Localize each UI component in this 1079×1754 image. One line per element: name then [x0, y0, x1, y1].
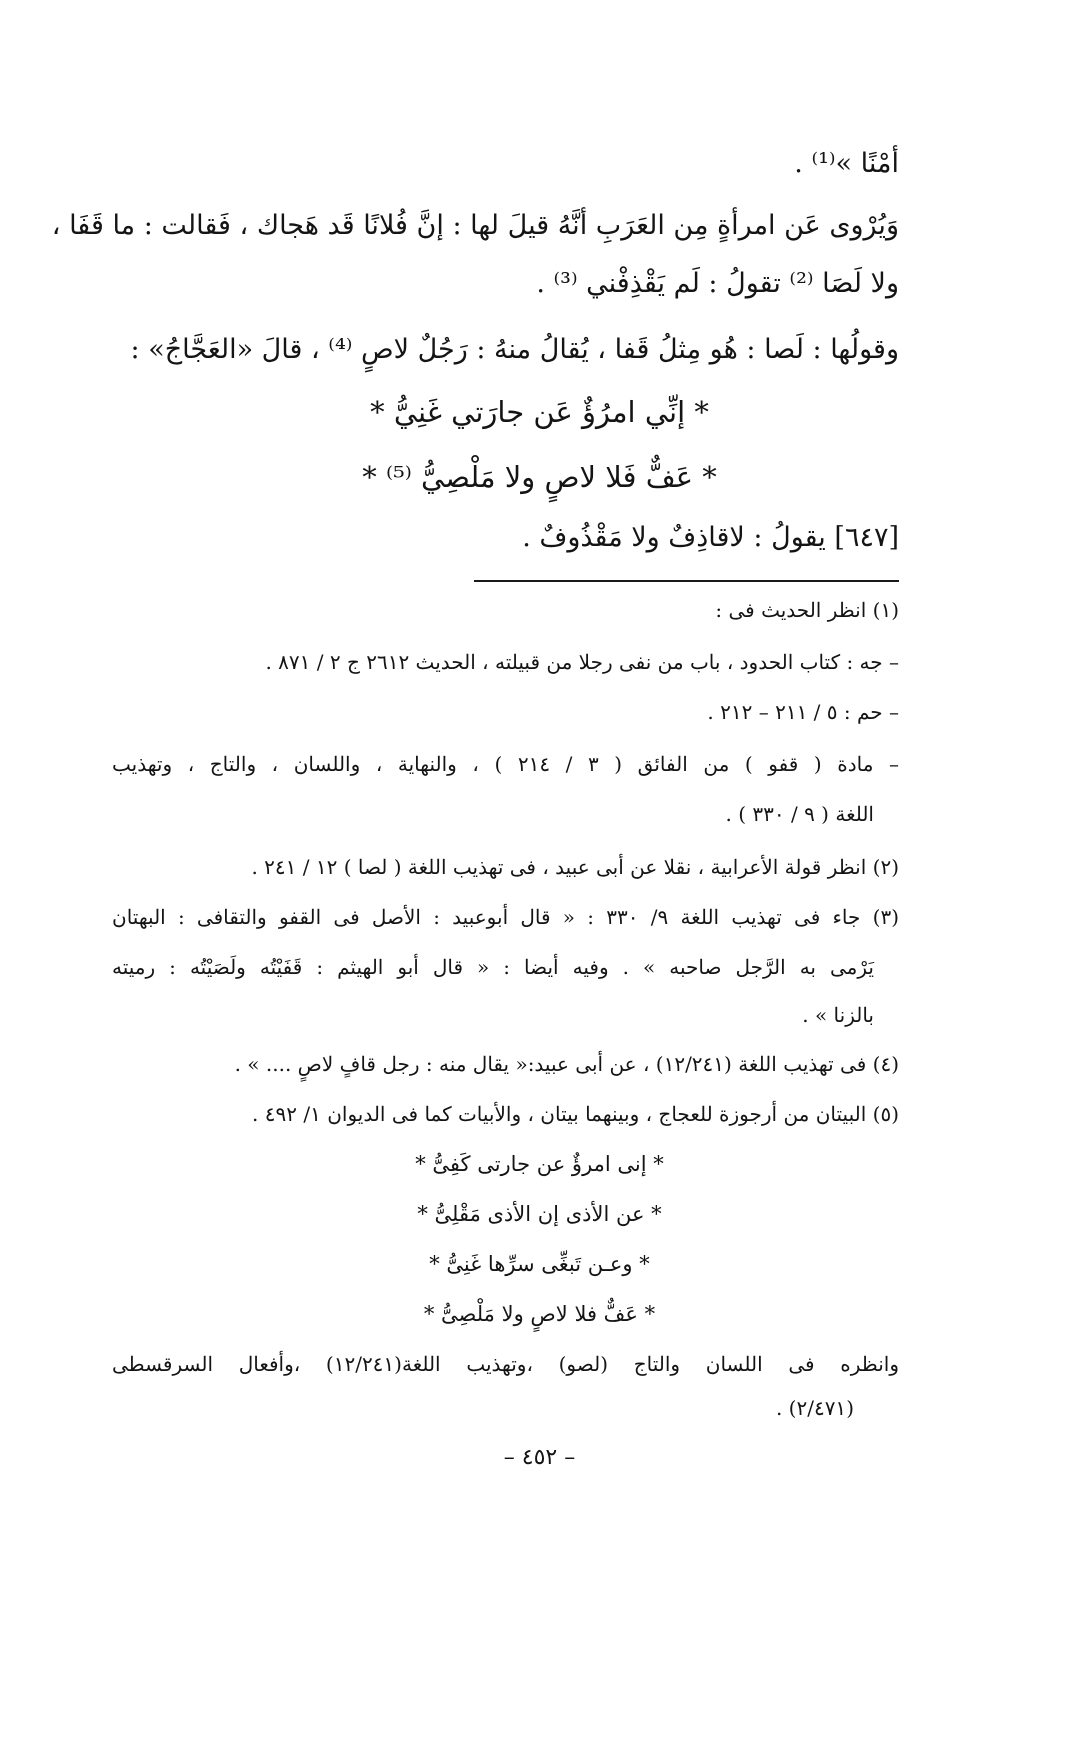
footnote-separator: [474, 580, 899, 582]
poetry-verse-1: * إنِّي امرُؤٌ عَن جارَتي غَنِيُّ *: [370, 395, 709, 429]
footnote-5: (٥) البيتان من أرجوزة للعجاج ، وبينهما بيتان ، والأبيات كما فى الديوان ١/ ٤٩٢ .: [252, 1102, 899, 1126]
poetry-verse-2: * عَفٌّ فَلا لاصٍ ولا مَلْصِيُّ ⁽⁵⁾ *: [362, 460, 717, 494]
page-number: – ٤٥٢ –: [503, 1445, 576, 1470]
main-text-line-5: [٦٤٧] يقولُ : لاقاذِفٌ ولا مَقْذُوفٌ .: [522, 522, 899, 553]
footnote-3-line-2: يَرْمى به الرَّجل صاحبه » . وفيه أيضا : « قال أبو الهيثم : قَفَيْتُه ولَصَيْتُه : رميته: [112, 955, 874, 979]
footnote-3-line-1: (٣) جاء فى تهذيب اللغة ٩/ ٣٣٠ : « قال أبوعبيد : الأصل فى القفو والتقافى : البهتان: [112, 905, 899, 929]
footnote-1-item-a: – جه : كتاب الحدود ، باب من نفى رجلا من قبيلته ، الحديث ٢٦١٢ ج ٢ / ٨٧١ .: [265, 650, 899, 674]
footnote-1-heading: (١) انظر الحديث فى :: [715, 598, 899, 622]
footnote-5-tail-line-2: (٢/٤٧١) .: [775, 1396, 854, 1420]
footnote-2: (٢) انظر قولة الأعرابية ، نقلا عن أبى عبيد ، فى تهذيب اللغة ( لصا ) ١٢ / ٢٤١ .: [251, 855, 899, 879]
footnote-1-item-b: – حم : ٥ / ٢١١ – ٢١٢ .: [707, 700, 899, 724]
footnote-5-tail-line-1: وانظره فى اللسان والتاج (لصو) ،وتهذيب اللغة(١٢/٢٤١) ،وأفعال السرقسطى: [112, 1352, 899, 1376]
footnote-verse-3: * وعـن تَبغِّى سرِّها غَنِىُّ *: [429, 1252, 650, 1276]
main-text-line-1: أمْنًا »⁽¹⁾ .: [794, 148, 899, 179]
footnote-4: (٤) فى تهذيب اللغة (١٢/٢٤١) ، عن أبى عبيد:« يقال منه : رجل قافٍ لاصٍ .... » .: [234, 1052, 899, 1076]
footnote-1-item-c: – مادة ( قفو ) من الفائق ( ٣ / ٢١٤ ) ، والنهاية ، واللسان ، والتاج ، وتهذيب: [112, 752, 900, 776]
main-text-line-4: وقولُها : لَصا : هُو مِثلُ قَفا ، يُقالُ منهُ : رَجُلٌ لاصٍ ⁽⁴⁾ ، قالَ «العَجَّاجُ» :: [130, 334, 899, 365]
main-text-line-2: وَيُرْوى عَن امرأةٍ مِن العَرَبِ أنَّهُ قيلَ لها : إنَّ فُلانًا قَد هَجاك ، فَقالت : ما قَفَا ،: [51, 210, 899, 241]
footnote-verse-4: * عَفٌّ فلا لاصٍ ولا مَلْصِىُّ *: [423, 1302, 656, 1326]
footnote-verse-2: * عن الأذى إن الأذى مَقْلِىُّ *: [417, 1202, 662, 1226]
footnote-3-line-3: بالزنا » .: [802, 1003, 874, 1027]
footnote-verse-1: * إنى امرؤٌ عن جارتى كَفِىُّ *: [415, 1152, 664, 1176]
main-text-line-3: ولا لَصَا ⁽²⁾ تقولُ : لَم يَقْذِفْني ⁽³⁾ .: [536, 268, 899, 299]
footnote-1-item-c-cont: اللغة ( ٩ / ٣٣٠ ) .: [725, 802, 874, 826]
